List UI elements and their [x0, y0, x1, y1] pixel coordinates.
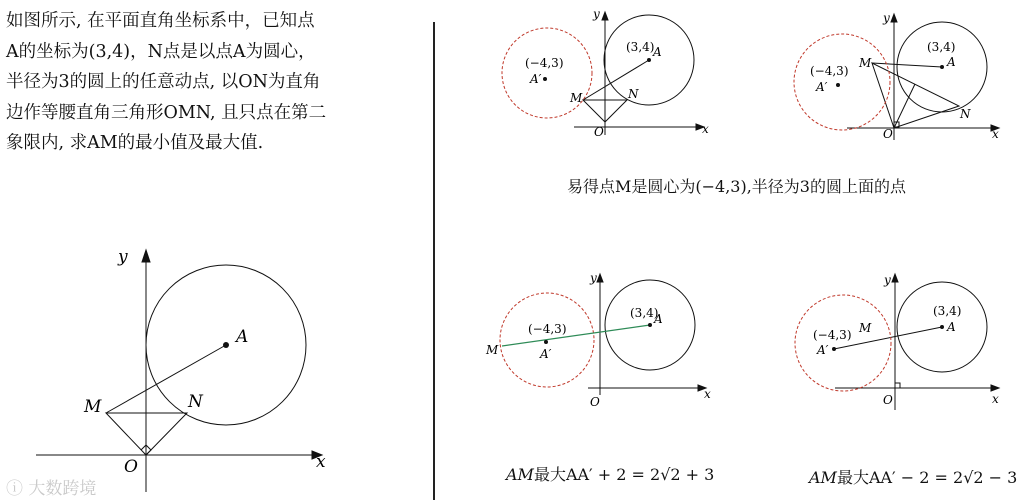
- max-segment: [502, 325, 650, 346]
- min-caption-text: 最大AA′ − 2 = 2√2 − 3: [836, 468, 1018, 487]
- label-M: M: [84, 397, 102, 417]
- label-x: x: [704, 387, 711, 401]
- label-A: A: [947, 320, 956, 334]
- point-A-prime: [543, 77, 547, 81]
- label-A-prime: A′: [817, 343, 829, 357]
- watermark-text: 大数跨境: [28, 479, 97, 499]
- label-coordA: (3,4): [630, 306, 659, 320]
- y-axis-arrow: [602, 12, 608, 20]
- point-A: [223, 342, 229, 348]
- point-A: [940, 65, 944, 69]
- column-divider: [433, 22, 435, 500]
- triangle-OMN: [872, 63, 959, 128]
- label-A: A: [654, 312, 663, 326]
- label-coordAp: (−4,3): [525, 56, 564, 70]
- label-O: O: [883, 127, 893, 141]
- segment-AM: [583, 60, 649, 100]
- problem-line-4: 边作等腰直角三角形OMN, 且只点在第二: [6, 102, 327, 123]
- label-y: y: [883, 11, 890, 25]
- label-y: y: [590, 271, 597, 285]
- segment-half: [894, 84, 915, 128]
- max-caption: [506, 462, 714, 485]
- label-coordAp: (−4,3): [813, 328, 852, 342]
- label-A-prime: A′: [540, 347, 552, 361]
- label-N: N: [188, 392, 203, 412]
- label-x: x: [992, 127, 999, 141]
- label-y: y: [884, 273, 891, 287]
- point-A: [648, 323, 652, 327]
- point-A-prime: [544, 340, 548, 344]
- label-M: M: [859, 56, 872, 70]
- y-axis-arrow: [142, 250, 150, 262]
- label-coordA: (3,4): [933, 304, 962, 318]
- subfigure-4: [785, 260, 1015, 410]
- label-x: x: [702, 122, 709, 136]
- main-figure: [0, 0, 430, 503]
- max-caption-prefix: AM: [506, 465, 534, 484]
- subfigure-3: [480, 260, 720, 410]
- y-axis-arrow: [892, 274, 898, 282]
- x-axis-arrow: [991, 385, 999, 391]
- segment-AM: [106, 345, 226, 413]
- label-O: O: [124, 457, 138, 477]
- label-x: x: [316, 452, 326, 472]
- subfigure-2: [785, 0, 1015, 150]
- label-M: M: [859, 321, 872, 335]
- label-coordA: (3,4): [626, 40, 655, 54]
- point-A-prime: [832, 347, 836, 351]
- min-caption-prefix: AM: [809, 468, 837, 487]
- label-O: O: [590, 395, 600, 409]
- segment-AM: [872, 63, 942, 67]
- max-caption-text: 最大AA′ + 2 = 2√2 + 3: [533, 465, 715, 484]
- label-A: A: [947, 55, 956, 69]
- locus-caption: 易得点M是圆心为(−4,3),半径为3的圆上面的点: [567, 177, 906, 196]
- label-N: N: [628, 87, 639, 101]
- dashed-locus-circle: [795, 295, 891, 391]
- y-axis-arrow: [891, 14, 897, 22]
- right-angle-mark: [895, 383, 900, 388]
- y-axis-arrow: [597, 274, 603, 282]
- label-y: y: [593, 7, 600, 21]
- problem-line-5: 象限内, 求AM的最小值及最大值.: [6, 133, 264, 153]
- watermark-logo-icon: ⓘ: [6, 479, 23, 499]
- label-coordA: (3,4): [927, 40, 956, 54]
- label-A-prime: A′: [816, 80, 828, 94]
- problem-line-1: 如图所示, 在平面直角坐标系中，已知点: [6, 11, 315, 31]
- label-M: M: [486, 343, 499, 357]
- min-caption: [809, 465, 1017, 488]
- label-M: M: [570, 91, 583, 105]
- watermark: [6, 474, 96, 499]
- label-A: A: [236, 327, 249, 347]
- label-x: x: [992, 392, 999, 406]
- problem-line-3: 半径为3的圆上的任意动点, 以ON为直角: [6, 72, 321, 92]
- label-O: O: [883, 393, 893, 407]
- label-y: y: [118, 247, 128, 267]
- label-coordAp: (−4,3): [528, 322, 567, 336]
- label-A: A: [653, 45, 662, 59]
- point-A-prime: [836, 83, 840, 87]
- subfigure-1: [490, 0, 720, 150]
- label-coordAp: (−4,3): [810, 64, 849, 78]
- point-A: [940, 325, 944, 329]
- label-N: N: [960, 107, 971, 121]
- label-O: O: [594, 125, 604, 139]
- dashed-locus-circle: [794, 34, 890, 130]
- problem-line-2: A的坐标为(3,4)，N点是以点A为圆心，: [6, 41, 316, 62]
- point-A: [647, 58, 651, 62]
- label-A-prime: A′: [530, 72, 542, 86]
